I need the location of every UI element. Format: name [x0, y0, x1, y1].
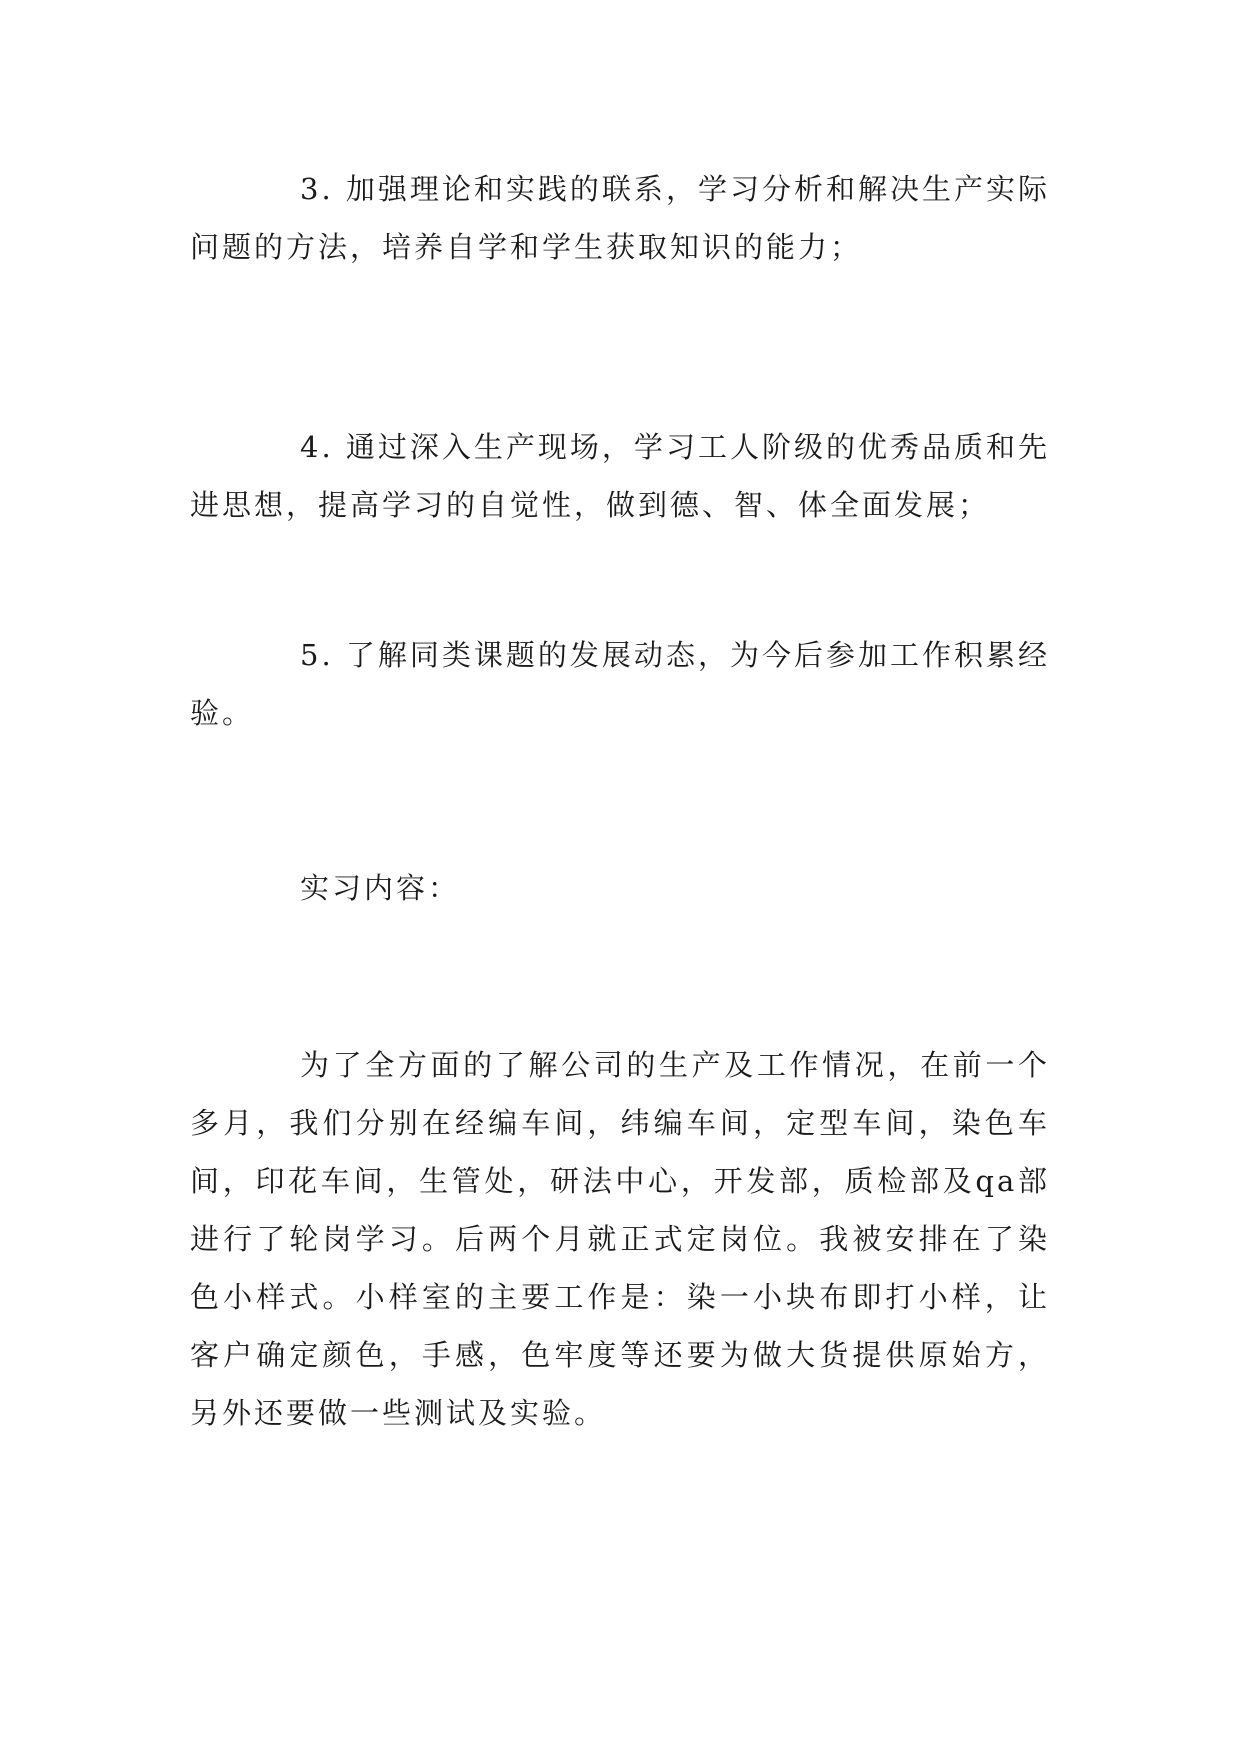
paragraph-item-4: 4. 通过深入生产现场，学习工人阶级的优秀品质和先进思想，提高学习的自觉性，做到德、智、体全面发展； [190, 430, 1050, 522]
paragraph-item-3: 3. 加强理论和实践的联系，学习分析和解决生产实际问题的方法，培养自学和学生获取知识的能力； [190, 172, 1050, 264]
paragraph-internship-description: 为了全方面的了解公司的生产及工作情况，在前一个多月，我们分别在经编车间，纬编车间，定型车间，染色车间，印花车间，生管处，研法中心，开发部，质检部及qa部进行了轮岗学习。后两个月就正式定岗位。我被安排在了染色小样式。小样室的主要工作是：染一小块布即打小样，让客户确定颜色，手感，色牢度等还要为做大货提供原始方，另外还要做一些测试及实验。 [190, 1048, 1050, 1430]
section-heading-internship-content: 实习内容： [300, 871, 461, 905]
paragraph-item-5: 5. 了解同类课题的发展动态，为今后参加工作积累经验。 [190, 638, 1050, 730]
